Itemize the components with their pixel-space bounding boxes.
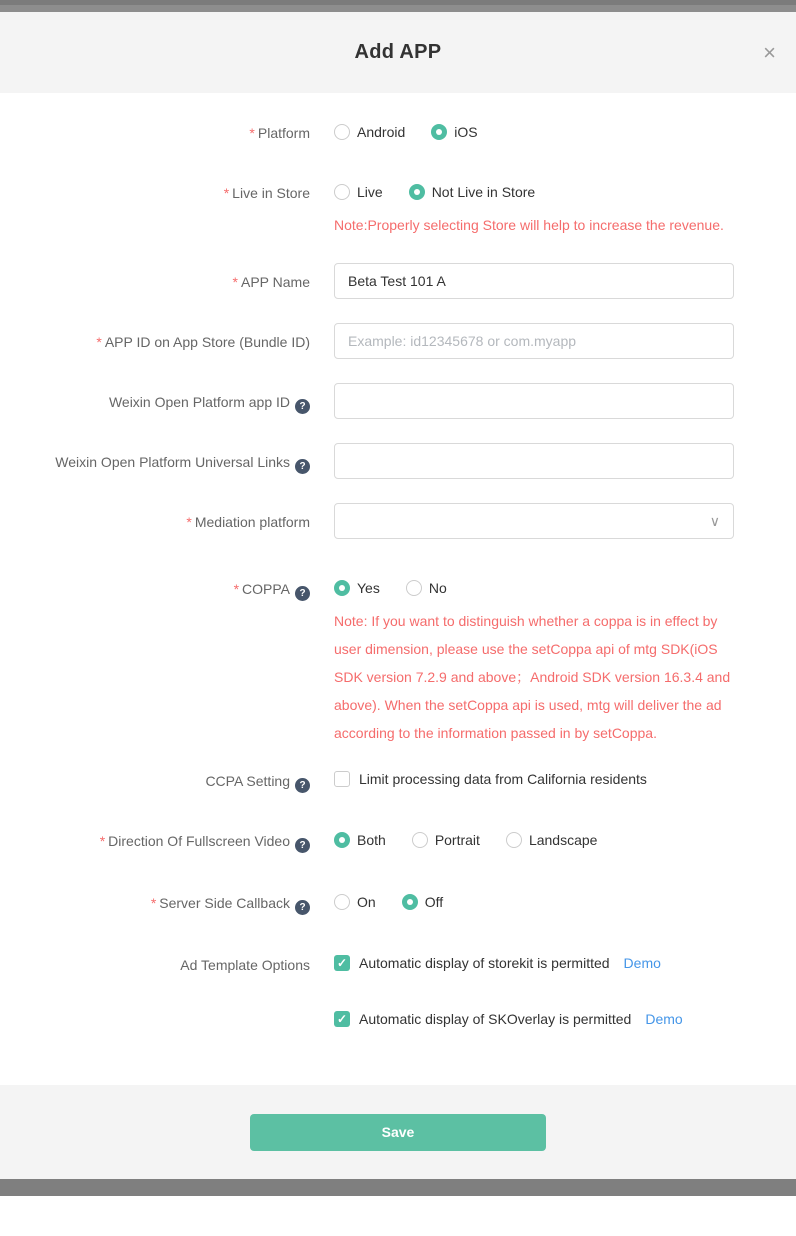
radio-unchecked-icon[interactable] — [334, 894, 350, 910]
help-icon[interactable]: ? — [295, 399, 310, 414]
platform-label: * Platform — [249, 125, 310, 141]
app-name-label: * APP Name — [232, 274, 310, 290]
ccpa-checkbox-label[interactable]: Limit processing data from California residents — [359, 771, 647, 787]
row-weixin-universal-links — [0, 443, 796, 479]
coppa-note: Note: If you want to distinguish whether a coppa is in effect by user dimension, please use the setCoppa api of mtg SDK(iOS SDK version 7.2.9 and above；Android SDK version 16.3.4 and above). When the setCoppa api is used, mtg will deliver the ad according to the information passed in by setCoppa. — [334, 613, 731, 741]
required-asterisk: * — [223, 185, 230, 201]
required-asterisk: * — [99, 833, 106, 849]
row-ad-template-options — [0, 955, 796, 1027]
radio-unchecked-icon[interactable] — [406, 580, 422, 596]
radio-unchecked-icon[interactable] — [506, 832, 522, 848]
live-in-store-label: * Live in Store — [223, 185, 310, 201]
radio-option-off[interactable]: Off — [402, 894, 443, 910]
radio-option-live[interactable]: Live — [334, 184, 383, 200]
required-asterisk: * — [186, 514, 192, 530]
mediation-platform-select[interactable] — [334, 503, 734, 539]
storekit-checkbox-label[interactable]: Automatic display of storekit is permitted — [359, 955, 610, 971]
radio-unchecked-icon[interactable] — [334, 124, 350, 140]
row-live-in-store — [0, 183, 796, 239]
radio-option-android[interactable]: Android — [334, 124, 405, 140]
skoverlay-checkbox-label[interactable]: Automatic display of SKOverlay is permitted — [359, 1011, 632, 1027]
radio-checked-icon[interactable] — [402, 894, 418, 910]
help-icon[interactable]: ? — [295, 778, 310, 793]
row-ccpa-setting — [0, 771, 796, 793]
row-mediation-platform — [0, 503, 796, 539]
coppa-radio-group — [334, 579, 734, 596]
required-asterisk: * — [233, 581, 240, 597]
add-app-form — [0, 93, 796, 1085]
weixin-app-id-label: Weixin Open Platform app ID ? — [0, 383, 310, 414]
server-callback-radio-group — [334, 893, 734, 910]
coppa-label: * COPPA ? — [0, 579, 310, 601]
app-id-label: * APP ID on App Store (Bundle ID) — [96, 334, 310, 350]
help-icon[interactable]: ? — [295, 838, 310, 853]
radio-option-coppa-yes[interactable]: Yes — [334, 580, 380, 596]
radio-option-not-live[interactable]: Not Live in Store — [409, 184, 536, 200]
radio-option-portrait[interactable]: Portrait — [412, 832, 480, 848]
direction-radio-group — [334, 831, 734, 848]
weixin-universal-links-input[interactable] — [334, 443, 734, 479]
row-coppa — [0, 579, 796, 747]
required-asterisk: * — [249, 125, 255, 141]
skoverlay-checkbox-line — [334, 1011, 734, 1027]
radio-checked-icon[interactable] — [409, 184, 425, 200]
ccpa-setting-label: CCPA Setting ? — [0, 771, 310, 793]
weixin-app-id-input[interactable] — [334, 383, 734, 419]
app-name-input[interactable] — [334, 263, 734, 299]
row-weixin-app-id — [0, 383, 796, 419]
page-background-top-inner — [0, 5, 796, 12]
save-button[interactable]: Save — [250, 1114, 546, 1151]
skoverlay-demo-link[interactable]: Demo — [645, 1011, 683, 1027]
help-icon[interactable]: ? — [295, 459, 310, 474]
row-app-name — [0, 263, 796, 299]
ccpa-checkbox-line — [334, 771, 734, 787]
required-asterisk: * — [96, 334, 102, 350]
required-asterisk: * — [232, 274, 238, 290]
app-id-input[interactable] — [334, 323, 734, 359]
storekit-demo-link[interactable]: Demo — [623, 955, 661, 971]
row-app-id — [0, 323, 796, 359]
checkbox-unchecked-icon[interactable] — [334, 771, 350, 787]
chevron-down-icon: ∨ — [709, 512, 720, 529]
radio-option-both[interactable]: Both — [334, 832, 386, 848]
help-icon[interactable]: ? — [295, 586, 310, 601]
radio-option-landscape[interactable]: Landscape — [506, 832, 598, 848]
page-background-bottom — [0, 1179, 796, 1196]
platform-radio-group — [334, 123, 734, 140]
modal-title: Add APP — [354, 41, 442, 63]
ad-template-options-label: Ad Template Options — [180, 957, 310, 973]
radio-unchecked-icon[interactable] — [412, 832, 428, 848]
checkbox-checked-icon[interactable]: ✓ — [334, 955, 350, 971]
mediation-platform-label: * Mediation platform — [186, 514, 310, 530]
radio-checked-icon[interactable] — [334, 832, 350, 848]
modal-footer — [0, 1085, 796, 1179]
radio-option-on[interactable]: On — [334, 894, 376, 910]
close-icon[interactable]: × — [763, 39, 776, 65]
radio-checked-icon[interactable] — [334, 580, 350, 596]
checkbox-checked-icon[interactable]: ✓ — [334, 1011, 350, 1027]
radio-option-ios[interactable]: iOS — [431, 124, 477, 140]
storekit-checkbox-line — [334, 955, 734, 971]
row-server-side-callback — [0, 893, 796, 915]
radio-option-coppa-no[interactable]: No — [406, 580, 447, 596]
live-in-store-radio-group — [334, 183, 734, 200]
direction-label: * Direction Of Fullscreen Video ? — [0, 831, 310, 853]
help-icon[interactable]: ? — [295, 900, 310, 915]
required-asterisk: * — [150, 895, 157, 911]
modal-header — [0, 12, 796, 93]
radio-unchecked-icon[interactable] — [334, 184, 350, 200]
live-in-store-note: Note:Properly selecting Store will help to increase the revenue. — [334, 217, 724, 233]
weixin-universal-links-label: Weixin Open Platform Universal Links ? — [0, 443, 310, 474]
row-direction-fullscreen-video — [0, 831, 796, 853]
server-callback-label: * Server Side Callback ? — [0, 893, 310, 915]
row-platform — [0, 123, 796, 143]
radio-checked-icon[interactable] — [431, 124, 447, 140]
